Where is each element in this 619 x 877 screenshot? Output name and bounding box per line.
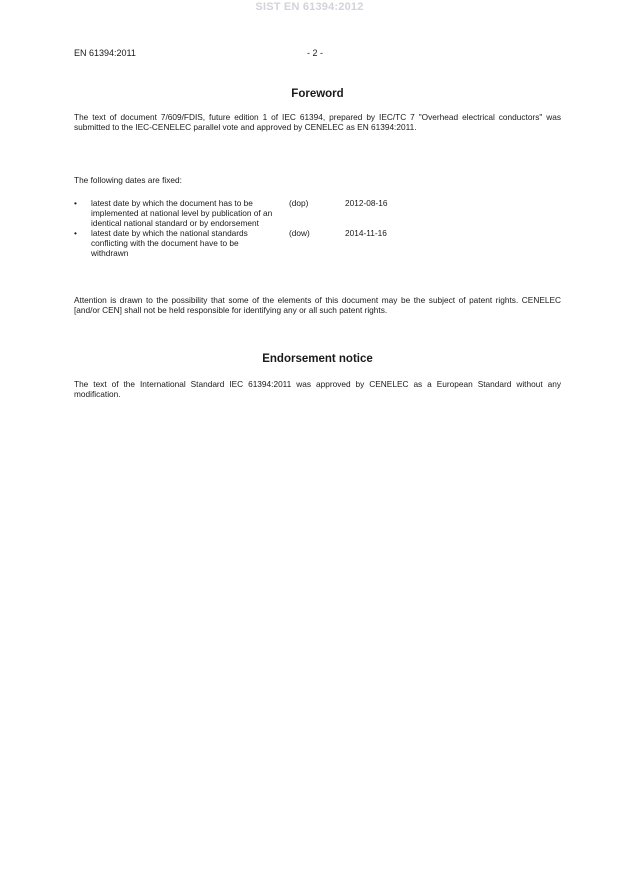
header-document-id: EN 61394:2011: [74, 48, 136, 58]
date-description: latest date by which the document has to be implemented at national level by publication of an identical national standard or by endorsement: [91, 198, 273, 228]
watermark: SIST EN 61394:2012: [255, 1, 364, 13]
dates-list: [74, 198, 561, 258]
date-abbreviation: (dow): [289, 228, 310, 238]
patent-attention-paragraph: Attention is drawn to the possibility that some of the elements of this document may be the subject of patent rights. CENELEC [and/or CEN] shall not be held responsible for identifying any or all such patent rights.: [74, 295, 561, 315]
header-page-number: - 2 -: [307, 48, 324, 58]
foreword-paragraph: The text of document 7/609/FDIS, future edition 1 of IEC 61394, prepared by IEC/TC 7 "Overhead electrical conductors" was submitted to the IEC-CENELEC parallel vote and approved by CENELEC as EN 61394:2011.: [74, 112, 561, 132]
bullet: •: [74, 228, 77, 238]
date-row-dop: [74, 198, 561, 228]
date-row-dow: [74, 228, 561, 258]
bullet: •: [74, 198, 77, 208]
date-value: 2014-11-16: [345, 228, 387, 238]
dates-intro: The following dates are fixed:: [74, 175, 182, 185]
endorsement-title: Endorsement notice: [262, 353, 373, 365]
date-value: 2012-08-16: [345, 198, 388, 208]
endorsement-paragraph: The text of the International Standard IEC 61394:2011 was approved by CENELEC as a European Standard without any modification.: [74, 379, 561, 399]
date-description: latest date by which the national standards conflicting with the document have to be withdrawn: [91, 228, 248, 258]
date-abbreviation: (dop): [289, 198, 309, 208]
foreword-title: Foreword: [291, 88, 344, 100]
